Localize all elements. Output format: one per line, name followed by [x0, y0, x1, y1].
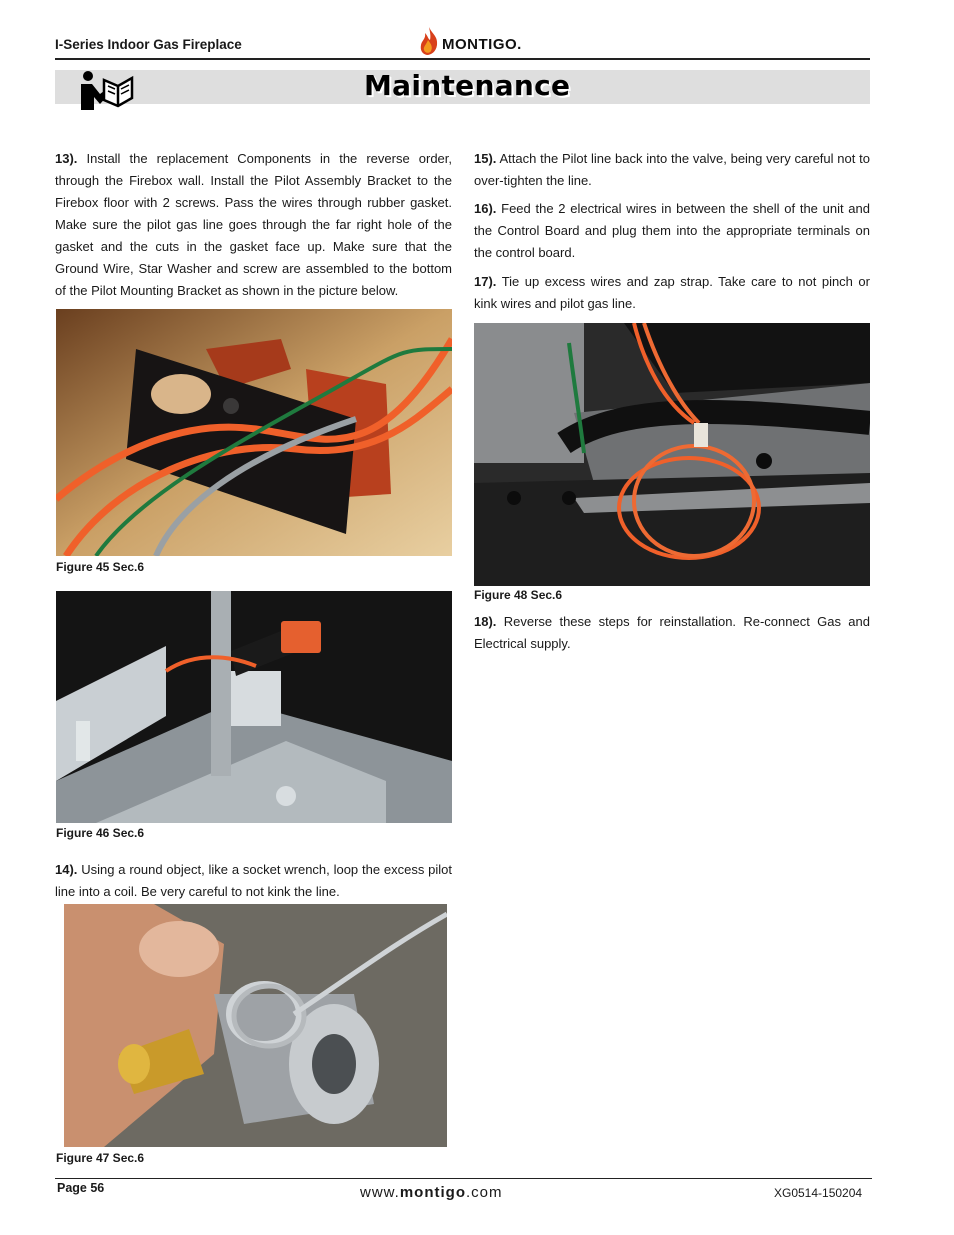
step-18-number: 18). — [474, 614, 497, 629]
footer-divider — [55, 1178, 872, 1179]
step-15-number: 15). — [474, 151, 497, 166]
step-17 — [474, 271, 870, 315]
website-url — [360, 1184, 503, 1201]
step-17-text: Tie up excess wires and zap strap. Take care to not pinch or kink wires and pilot gas line. — [474, 274, 870, 311]
url-brand: montigo — [399, 1184, 466, 1201]
figure-48-photo — [474, 323, 870, 586]
url-suffix: .com — [466, 1184, 503, 1201]
step-17-number: 17). — [474, 274, 497, 289]
header-divider — [55, 58, 870, 60]
step-14-text: Using a round object, like a socket wrench, loop the excess pilot line into a coil. Be very careful to not kink the line. — [55, 862, 452, 899]
step-15-text: Attach the Pilot line back into the valve, being very careful not to over-tighten the line. — [474, 151, 870, 188]
step-18 — [474, 611, 870, 655]
url-prefix: www. — [360, 1184, 400, 1201]
step-16-text: Feed the 2 electrical wires in between the shell of the unit and the Control Board and plug them into the appropriate terminals on the control board. — [474, 201, 870, 260]
step-16 — [474, 198, 870, 264]
figure-46-photo — [56, 591, 452, 823]
figure-45-caption: Figure 45 Sec.6 — [56, 560, 145, 574]
document-title: I-Series Indoor Gas Fireplace — [55, 37, 242, 52]
brand-logo: MONTIGO . — [418, 22, 528, 56]
step-14-number: 14). — [55, 862, 78, 877]
reader-manual-icon — [78, 70, 136, 110]
figure-48-caption: Figure 48 Sec.6 — [474, 588, 563, 602]
logo-wordmark: MONTIGO — [442, 36, 518, 53]
document-code: XG0514-150204 — [774, 1186, 863, 1200]
step-14 — [55, 859, 452, 903]
step-13 — [55, 148, 452, 302]
figure-45-photo — [56, 309, 452, 556]
step-16-number: 16). — [474, 201, 497, 216]
figure-47-caption: Figure 47 Sec.6 — [56, 1151, 145, 1165]
figure-46-caption: Figure 46 Sec.6 — [56, 826, 145, 840]
step-15 — [474, 148, 870, 192]
figure-47-photo — [64, 904, 447, 1147]
flame-icon — [418, 26, 440, 56]
section-title: Maintenance — [364, 69, 571, 102]
step-13-number: 13). — [55, 151, 78, 166]
step-18-text: Reverse these steps for reinstallation. Re-connect Gas and Electrical supply. — [474, 614, 870, 651]
step-13-text: Install the replacement Components in the reverse order, through the Firebox wall. Install the Pilot Assembly Bracket to the Firebox floor with 2 screws. Pass the wires through rubber gasket. Make sure the pilot gas line goes through the far right hole of the gasket and the cuts in the gasket face up. Make sure that the Ground Wire, Star Washer and screw are assembled to the bottom of the Pilot Mounting Bracket as shown in the picture below. — [55, 151, 452, 298]
page-number: Page 56 — [57, 1181, 105, 1195]
